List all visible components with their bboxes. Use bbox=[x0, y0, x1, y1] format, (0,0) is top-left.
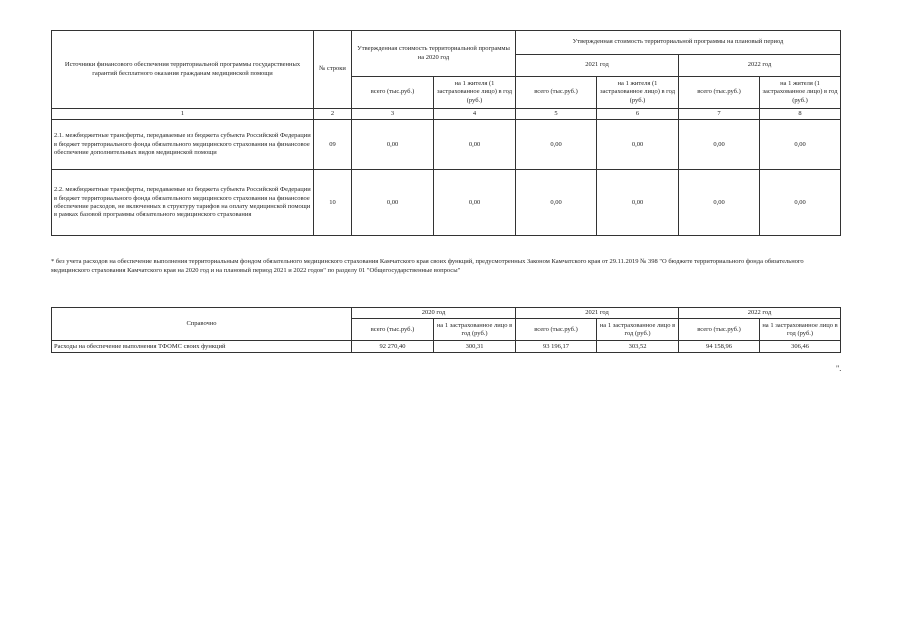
header-total-2021: всего (тыс.руб.) bbox=[516, 77, 597, 109]
value-cell: 0,00 bbox=[352, 170, 434, 236]
header-row-no: № строки bbox=[314, 31, 352, 109]
value-cell: 92 270,40 bbox=[352, 341, 434, 353]
value-cell: 93 196,17 bbox=[516, 341, 597, 353]
table-row bbox=[52, 170, 841, 236]
header-per-person-2021: на 1 застрахованное лицо в год (руб.) bbox=[597, 319, 679, 341]
table-row bbox=[52, 341, 841, 353]
header-approved-2020: Утвержденная стоимость территориальной программы на 2020 год bbox=[352, 31, 516, 77]
row-label: 2.2. межбюджетные трансферты, передаваемые из бюджета субъекта Российской Федерации в бюджет территориального фонда обязательного медицинского страхования на финансовое обеспечение расходов, не включенных в структуру тарифов на оплату медицинской помощи в рамках базовой программы обязательного медицинского страхования bbox=[52, 170, 314, 236]
header-2020: 2020 год bbox=[352, 308, 516, 319]
col-number: 8 bbox=[760, 109, 841, 120]
value-cell: 300,31 bbox=[434, 341, 516, 353]
header-total-2021: всего (тыс.руб.) bbox=[516, 319, 597, 341]
header-2021: 2021 год bbox=[516, 308, 679, 319]
value-cell: 306,46 bbox=[760, 341, 841, 353]
col-number: 5 bbox=[516, 109, 597, 120]
header-total-2020: всего (тыс.руб.) bbox=[352, 77, 434, 109]
table-row bbox=[52, 120, 841, 170]
header-per-person-2020: на 1 застрахованное лицо в год (руб.) bbox=[434, 319, 516, 341]
header-total-2020: всего (тыс.руб.) bbox=[352, 319, 434, 341]
header-total-2022: всего (тыс.руб.) bbox=[679, 319, 760, 341]
row-label: Расходы на обеспечение выполнения ТФОМС своих функций bbox=[52, 341, 352, 353]
row-label: 2.1. межбюджетные трансферты, передаваемые из бюджета субъекта Российской Федерации в бюджет территориального фонда обязательного медицинского страхования на финансовое обеспечение дополнительных видов медицинской помощи bbox=[52, 120, 314, 170]
header-total-2022: всего (тыс.руб.) bbox=[679, 77, 760, 109]
value-cell: 0,00 bbox=[679, 120, 760, 170]
sources-table bbox=[51, 30, 841, 236]
col-number: 7 bbox=[679, 109, 760, 120]
value-cell: 0,00 bbox=[434, 170, 516, 236]
value-cell: 94 158,96 bbox=[679, 341, 760, 353]
header-2021: 2021 год bbox=[516, 55, 679, 77]
column-numbers-row bbox=[52, 109, 841, 120]
col-number: 3 bbox=[352, 109, 434, 120]
reference-header: Справочно bbox=[52, 308, 352, 341]
value-cell: 303,52 bbox=[597, 341, 679, 353]
header-per-person-2020: на 1 жителя (1 застрахованное лицо) в год (руб.) bbox=[434, 77, 516, 109]
col-number: 6 bbox=[597, 109, 679, 120]
reference-table bbox=[51, 307, 841, 353]
value-cell: 0,00 bbox=[597, 170, 679, 236]
value-cell: 0,00 bbox=[352, 120, 434, 170]
value-cell: 0,00 bbox=[760, 170, 841, 236]
col-number: 1 bbox=[52, 109, 314, 120]
header-2022: 2022 год bbox=[679, 308, 841, 319]
row-number: 10 bbox=[314, 170, 352, 236]
value-cell: 0,00 bbox=[434, 120, 516, 170]
col-number: 2 bbox=[314, 109, 352, 120]
header-per-person-2022: на 1 жителя (1 застрахованное лицо) в год (руб.) bbox=[760, 77, 841, 109]
value-cell: 0,00 bbox=[516, 170, 597, 236]
closing-quote-mark: ". bbox=[836, 364, 842, 373]
value-cell: 0,00 bbox=[597, 120, 679, 170]
value-cell: 0,00 bbox=[679, 170, 760, 236]
col-number: 4 bbox=[434, 109, 516, 120]
header-2022: 2022 год bbox=[679, 55, 841, 77]
value-cell: 0,00 bbox=[516, 120, 597, 170]
row-number: 09 bbox=[314, 120, 352, 170]
header-planned-period: Утвержденная стоимость территориальной программы на плановый период bbox=[516, 31, 841, 55]
header-per-person-2021: на 1 жителя (1 застрахованное лицо) в год (руб.) bbox=[597, 77, 679, 109]
header-per-person-2022: на 1 застрахованное лицо в год (руб.) bbox=[760, 319, 841, 341]
header-sources: Источники финансового обеспечения территориальной программы государственных гарантий бесплатного оказания гражданам медицинской помощи bbox=[52, 31, 314, 109]
value-cell: 0,00 bbox=[760, 120, 841, 170]
footnote: * без учета расходов на обеспечение выполнения территориальным фондом обязательного медицинского страхования Камчатского края своих функций, предусмотренных Законом Камчатского края от 29.11.2019 № 398 "О бюджете территориального фонда обязательного медицинского страхования Камчатского края на 2020 год и на плановый период 2021 и 2022 годов" по разделу 01 "Общегосударственные вопросы" bbox=[51, 258, 804, 274]
